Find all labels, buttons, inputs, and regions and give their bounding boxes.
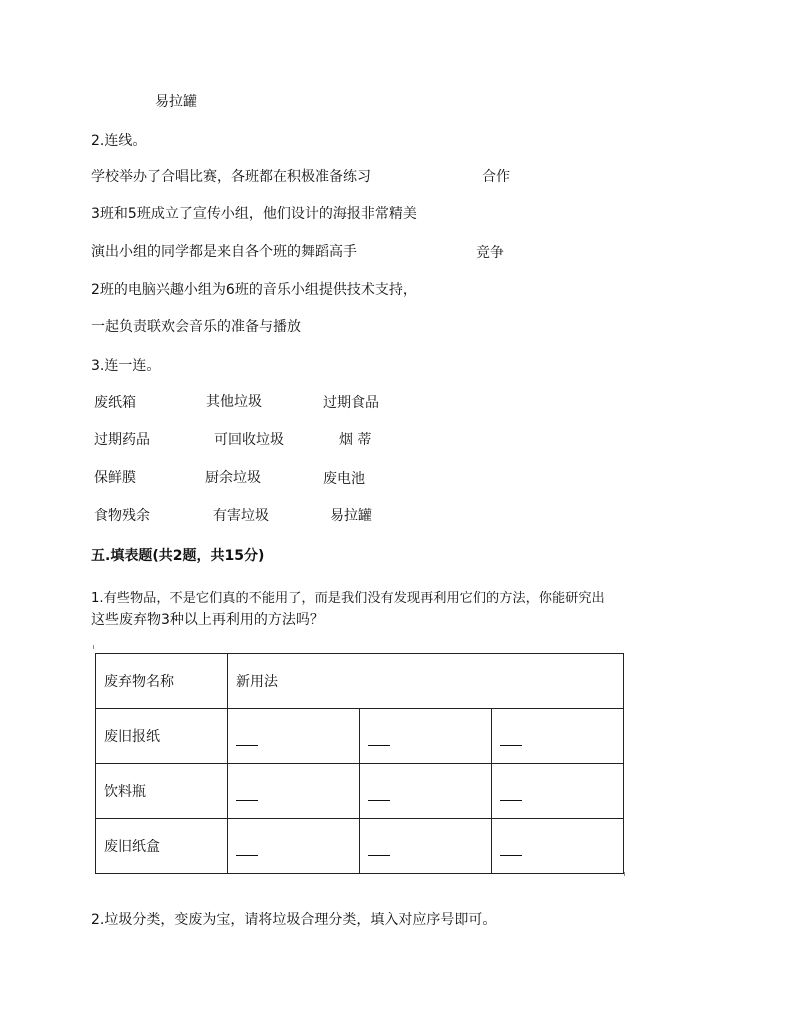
q3-item: 易拉罐	[330, 508, 372, 524]
q2-left-item: 2班的电脑兴趣小组为6班的音乐小组提供技术支持，	[91, 282, 417, 298]
q2-title: 2.连线。	[91, 133, 147, 149]
row-label: 废旧报纸	[96, 709, 228, 764]
answer-cell[interactable]	[360, 819, 492, 874]
table-corner-mark	[624, 872, 625, 876]
q3-item: 废纸箱	[94, 395, 136, 411]
answer-cell[interactable]	[492, 819, 624, 874]
table-row	[96, 709, 624, 764]
answer-blank	[500, 841, 522, 856]
q2-left-item: 3班和5班成立了宣传小组，他们设计的海报非常精美	[91, 206, 417, 222]
answer-cell[interactable]	[228, 709, 360, 764]
q3-item: 过期药品	[94, 432, 150, 448]
q3-title: 3.连一连。	[91, 358, 161, 374]
q3-category: 其他垃圾	[206, 394, 262, 410]
q3-item: 保鲜膜	[94, 470, 136, 486]
top-item: 易拉罐	[155, 94, 197, 110]
row-label: 饮料瓶	[96, 764, 228, 819]
answer-blank	[236, 841, 258, 856]
answer-cell[interactable]	[228, 819, 360, 874]
q3-item: 过期食品	[323, 395, 379, 411]
answer-blank	[368, 731, 390, 746]
answer-cell[interactable]	[492, 709, 624, 764]
table-row	[96, 819, 624, 874]
answer-cell[interactable]	[360, 764, 492, 819]
q3-item: 废电池	[323, 471, 365, 487]
header-cell-name: 废弃物名称	[96, 654, 228, 709]
q3-category: 厨余垃圾	[205, 470, 261, 486]
q3-item: 烟 蒂	[339, 432, 372, 448]
header-cell-usage: 新用法	[228, 654, 624, 709]
table-header-row	[96, 654, 624, 709]
answer-blank	[500, 731, 522, 746]
section5-title: 五.填表题(共2题，共15分)	[91, 548, 265, 564]
q2-left-item: 学校举办了合唱比赛，各班都在积极准备练习	[91, 169, 371, 185]
q2-left-item: 一起负责联欢会音乐的准备与播放	[91, 319, 301, 335]
answer-cell[interactable]	[360, 709, 492, 764]
table-corner-mark	[93, 645, 94, 649]
table-row	[96, 764, 624, 819]
q3-category: 有害垃圾	[213, 508, 269, 524]
q2-left-item: 演出小组的同学都是来自各个班的舞蹈高手	[91, 244, 357, 260]
q2-right-item: 合作	[482, 169, 510, 185]
answer-blank	[368, 786, 390, 801]
answer-blank	[236, 731, 258, 746]
row-label: 废旧纸盒	[96, 819, 228, 874]
q3-item: 食物残余	[94, 508, 150, 524]
answer-cell[interactable]	[492, 764, 624, 819]
answer-blank	[500, 786, 522, 801]
q2-right-item: 竞争	[476, 245, 504, 261]
q3-category: 可回收垃圾	[214, 432, 284, 448]
answer-blank	[236, 786, 258, 801]
q2-text: 2.垃圾分类，变废为宝，请将垃圾合理分类，填入对应序号即可。	[91, 912, 497, 928]
q1-text-line1: 1.有些物品，不是它们真的不能用了，而是我们没有发现再利用它们的方法，你能研究出	[91, 591, 605, 606]
answer-blank	[368, 841, 390, 856]
q1-text-line2: 这些废弃物3种以上再利用的方法吗？	[91, 612, 324, 628]
answer-cell[interactable]	[228, 764, 360, 819]
reuse-table	[95, 653, 624, 874]
